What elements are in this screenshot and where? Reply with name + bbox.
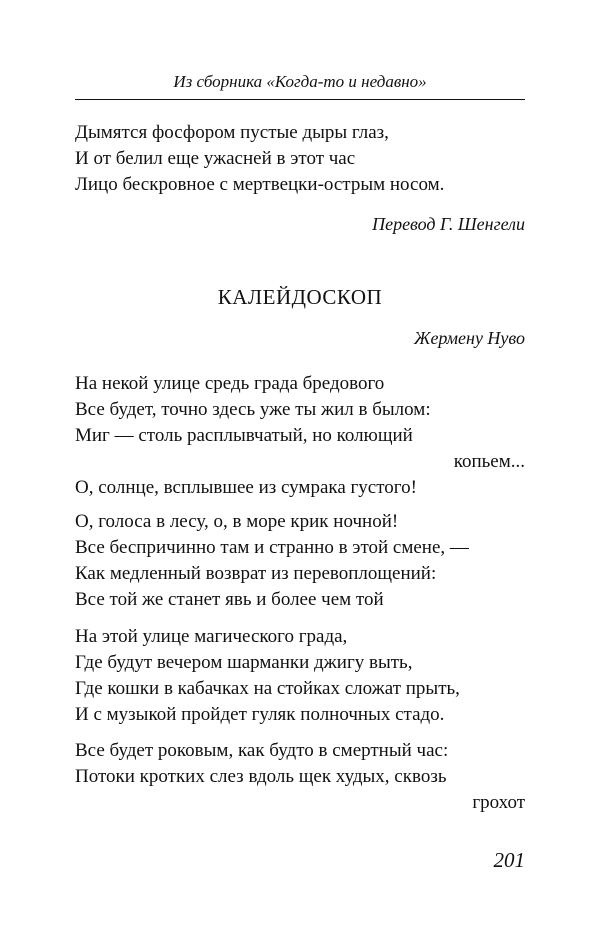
poem-title: КАЛЕЙДОСКОП: [217, 285, 383, 309]
stanza-1: [75, 371, 525, 501]
verse-line: Где кошки в кабачках на стойках сложат прыть,: [75, 678, 460, 699]
verse-line-continuation: грохот: [472, 792, 525, 813]
verse-line: Где будут вечером шарманки джигу выть,: [75, 652, 413, 673]
verse-line: На некой улице средь града бредового: [75, 373, 385, 394]
verse-line: Лицо бескровное с мертвецки-острым носом.: [75, 174, 445, 195]
verse-line: Потоки кротких слез вдоль щек худых, сквозь: [75, 766, 447, 787]
verse-line: О, голоса в лесу, о, в море крик ночной!: [75, 511, 399, 532]
verse-line: Дымятся фосфором пустые дыры глаз,: [75, 122, 389, 143]
page-number: 201: [493, 848, 525, 872]
header-rule: [75, 99, 525, 100]
verse-line: Как медленный возврат из перевоплощений:: [75, 563, 437, 584]
verse-line: Все беспричинно там и странно в этой смене, —: [75, 537, 469, 558]
stanza-2: [75, 509, 525, 613]
verse-line: На этой улице магического града,: [75, 626, 348, 647]
verse-line: О, солнце, всплывшее из сумрака густого!: [75, 477, 417, 498]
verse-line: И с музыкой пройдет гуляк полночных стадо.: [75, 704, 445, 725]
verse-line-continuation: копьем...: [453, 451, 525, 472]
stanza-3: [75, 624, 525, 728]
stanza-4: [75, 738, 525, 816]
verse-line: Все будет роковым, как будто в смертный час:: [75, 740, 449, 761]
poem-dedication: Жермену Нуво: [413, 328, 525, 348]
running-head: Из сборника «Когда-то и недавно»: [173, 72, 427, 91]
translator-credit: Перевод Г. Шенгели: [372, 214, 525, 234]
previous-poem-ending: [75, 120, 525, 198]
verse-line: Миг — столь расплывчатый, но колющий: [75, 425, 413, 446]
verse-line: Все будет, точно здесь уже ты жил в былом:: [75, 399, 431, 420]
verse-line: И от белил еще ужасней в этот час: [75, 148, 356, 169]
verse-line: Все той же станет явь и более чем той: [75, 589, 384, 610]
